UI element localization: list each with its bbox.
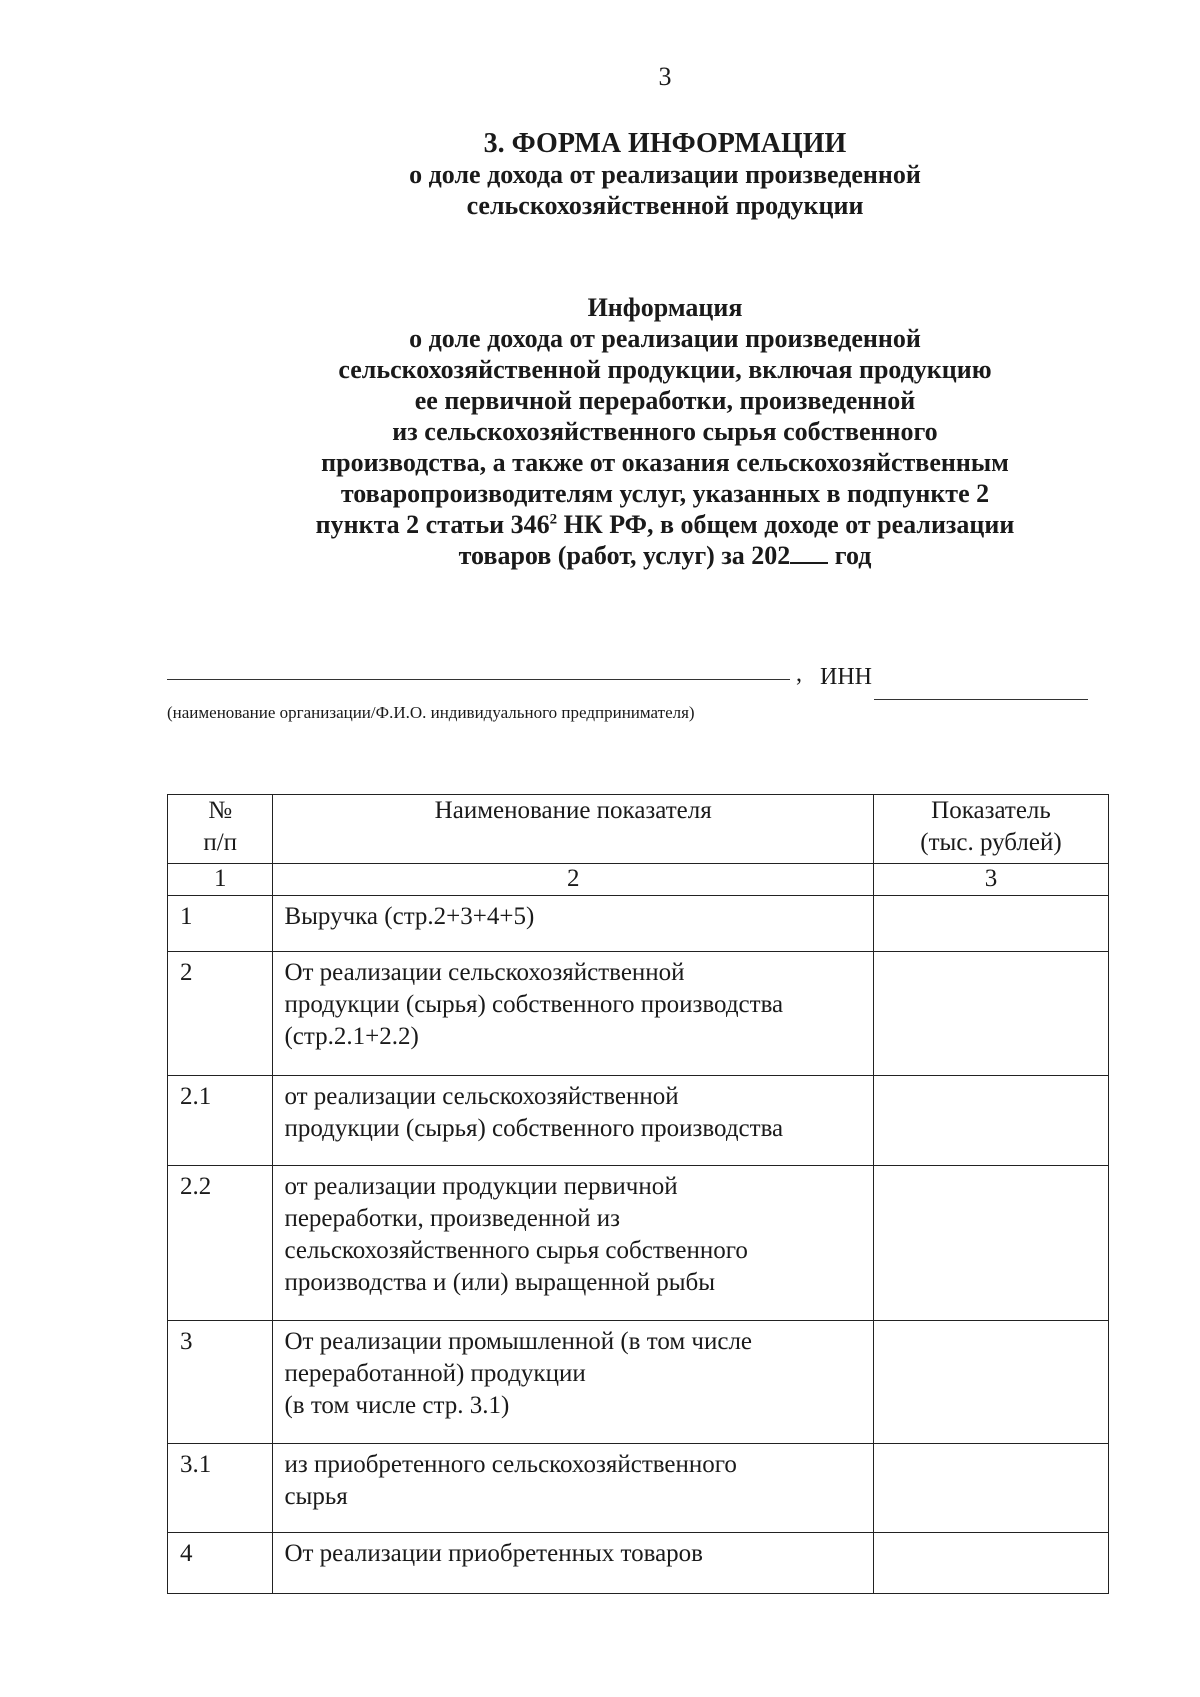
row-number: 1	[168, 896, 273, 952]
row-number: 3.1	[168, 1444, 273, 1533]
org-name-field[interactable]	[167, 679, 790, 680]
column-number-row	[168, 864, 1109, 896]
superscript: 2	[549, 511, 558, 528]
row-value-cell[interactable]	[873, 1166, 1108, 1321]
info-title-line: сельскохозяйственной продукции, включая продукцию	[338, 355, 992, 384]
form-title-line: о доле дохода от реализации произведенной	[409, 160, 921, 189]
row-name-line: производства и (или) выращенной рыбы	[284, 1269, 716, 1296]
header-name: Наименование показателя	[273, 795, 874, 864]
row-name-line: (в том числе стр. 3.1)	[284, 1392, 510, 1419]
row-name-line: из приобретенного сельскохозяйственного	[284, 1451, 737, 1478]
info-title-text: год	[828, 541, 872, 570]
info-title-line: о доле дохода от реализации произведенной	[409, 324, 921, 353]
header-num	[168, 795, 273, 864]
info-title-line: производства, а также от оказания сельскохозяйственным	[321, 448, 1009, 477]
row-name-line: (стр.2.1+2.2)	[284, 1023, 419, 1050]
table-row	[168, 1321, 1109, 1444]
info-title-text: товаров (работ, услуг) за 202	[458, 541, 791, 570]
row-name-line: сельскохозяйственного сырья собственного	[284, 1237, 748, 1264]
row-name	[273, 1076, 874, 1166]
info-title-line	[0, 509, 1200, 540]
row-number: 2	[168, 952, 273, 1076]
header-text: Показатель	[931, 797, 1051, 824]
row-name	[273, 1166, 874, 1321]
column-number: 1	[168, 864, 273, 896]
form-title-line: сельскохозяйственной продукции	[466, 191, 864, 220]
table-row	[168, 896, 1109, 952]
info-title-line: Информация	[587, 293, 743, 322]
row-number: 2.1	[168, 1076, 273, 1166]
row-name-line: от реализации сельскохозяйственной	[284, 1083, 679, 1110]
form-title-line: 3. ФОРМА ИНФОРМАЦИИ	[483, 128, 847, 159]
table-row	[168, 1444, 1109, 1533]
row-name-line: от реализации продукции первичной	[284, 1173, 678, 1200]
info-title-text: пункта 2 статьи 346	[315, 510, 550, 539]
row-name: Выручка (стр.2+3+4+5)	[273, 896, 874, 952]
row-name-line: переработанной) продукции	[284, 1360, 586, 1387]
row-name-line: переработки, произведенной из	[284, 1205, 620, 1232]
header-text: (тыс. рублей)	[920, 829, 1062, 856]
row-name: От реализации приобретенных товаров	[273, 1533, 874, 1594]
info-title-line: ее первичной переработки, произведенной	[414, 386, 916, 415]
comma: ,	[796, 661, 802, 687]
row-value-cell[interactable]	[873, 1076, 1108, 1166]
header-value	[873, 795, 1108, 864]
indicators-table	[167, 794, 1109, 1594]
info-title-line: из сельскохозяйственного сырья собственного	[392, 417, 938, 446]
row-name	[273, 1444, 874, 1533]
row-value-cell[interactable]	[873, 952, 1108, 1076]
info-title-line: товаропроизводителям услуг, указанных в подпункте 2	[340, 479, 990, 508]
row-name-line: От реализации сельскохозяйственной	[284, 959, 685, 986]
year-blank[interactable]	[790, 540, 828, 564]
row-value-cell[interactable]	[873, 1321, 1108, 1444]
column-number: 2	[273, 864, 874, 896]
row-name	[273, 1321, 874, 1444]
info-title-text: НК РФ, в общем доходе от реализации	[557, 510, 1015, 539]
table-row	[168, 1533, 1109, 1594]
inn-field[interactable]	[874, 699, 1088, 700]
table-header-row	[168, 795, 1109, 864]
row-name-line: продукции (сырья) собственного производства	[284, 1115, 784, 1142]
row-value-cell[interactable]	[873, 1533, 1108, 1594]
header-text: п/п	[203, 829, 238, 856]
form-title	[0, 128, 1200, 221]
row-name	[273, 952, 874, 1076]
row-name-line: От реализации промышленной (в том числе	[284, 1328, 753, 1355]
row-number: 3	[168, 1321, 273, 1444]
row-value-cell[interactable]	[873, 896, 1108, 952]
org-caption: (наименование организации/Ф.И.О. индивидуального предпринимателя)	[167, 703, 695, 722]
table-row	[168, 952, 1109, 1076]
table-row	[168, 1076, 1109, 1166]
table-row	[168, 1166, 1109, 1321]
info-title	[0, 292, 1200, 571]
inn-label: ИНН	[820, 664, 872, 690]
header-text: №	[208, 797, 233, 824]
info-title-line	[0, 540, 1200, 571]
row-name-line: продукции (сырья) собственного производства	[284, 991, 784, 1018]
row-number: 2.2	[168, 1166, 273, 1321]
row-number: 4	[168, 1533, 273, 1594]
row-value-cell[interactable]	[873, 1444, 1108, 1533]
column-number: 3	[873, 864, 1108, 896]
row-name-line: сырья	[284, 1483, 348, 1510]
page-number: 3	[658, 62, 672, 91]
